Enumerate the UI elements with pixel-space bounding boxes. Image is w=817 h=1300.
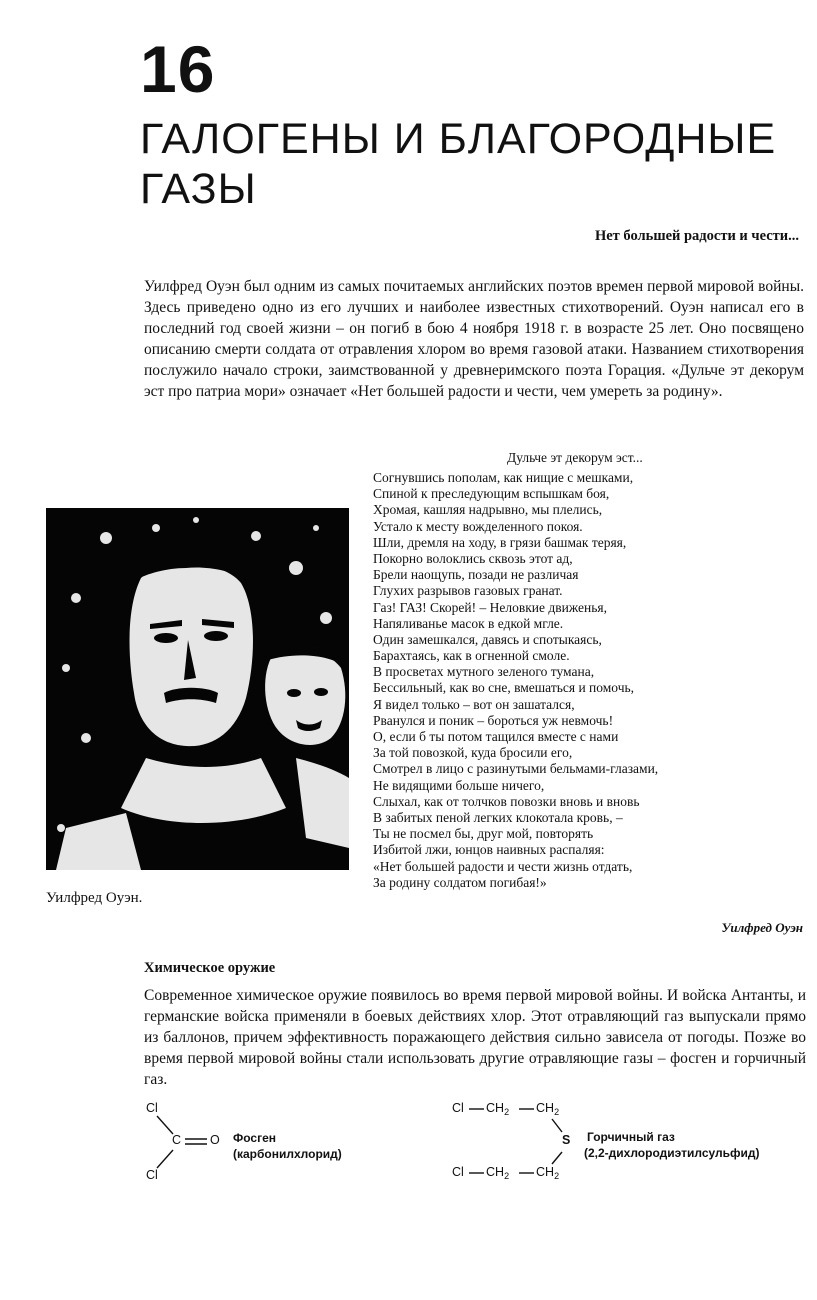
poem-author: Уилфред Оуэн bbox=[721, 920, 803, 935]
poem-line: Избитой лжи, юнцов наивных распаляя: bbox=[373, 842, 605, 858]
mustard-ch2-top-2: $CH_2$ bbox=[536, 1101, 560, 1117]
epigraph: Нет большей радости и чести... bbox=[594, 228, 799, 244]
phosgene-cl-bottom: Cl bbox=[146, 1168, 158, 1182]
poem-line: Я видел только – вот он зашатался, bbox=[373, 696, 575, 712]
mustard-cl-top: Cl bbox=[452, 1101, 464, 1115]
chapter-title-line-1: ГАЛОГЕНЫ И БЛАГОРОДНЫЕ bbox=[140, 115, 777, 163]
mustard-s: S bbox=[562, 1133, 571, 1147]
poem-line: Слыхал, как от толчков повозки вновь и вновь bbox=[373, 793, 640, 809]
mustard-ch2-bottom-1: $CH_2$ bbox=[486, 1165, 510, 1181]
portrait-image bbox=[46, 508, 349, 870]
poem-line: Шли, дремля на ходу, в грязи башмак теряя, bbox=[373, 534, 627, 550]
poem-line: О, если б ты потом тащился вместе с нами bbox=[373, 729, 619, 744]
poem-line: Хромая, кашляя надрывно, мы плелись, bbox=[373, 502, 603, 518]
poem-line: Смотрел в лицо с разинутыми бельмами-глазами, bbox=[373, 761, 659, 777]
poem-line: Глухих разрывов газовых гранат. bbox=[373, 583, 563, 599]
poem-line: Согнувшись пополам, как нищие с мешками, bbox=[373, 470, 634, 485]
poem-line: Газ! ГАЗ! Скорей! – Неловкие движенья, bbox=[373, 599, 607, 615]
mustard-cl-bottom: Cl bbox=[452, 1165, 464, 1179]
poem-line: Барахтаясь, как в огненной смоле. bbox=[373, 648, 570, 664]
poem-line: В забитых пеной легких клокотала кровь, – bbox=[373, 809, 623, 825]
section-text: Современное химическое оружие появилось во время первой мировой войны. И войска Антанты, и германские войска применяли в боевых действиях хлор. Этот отравляющий газ выпускали прямо из баллонов, причем эффективность поражающего действия сильно зависела от погоды. Позже во время первой мировой войны стали использовать другие отравляющие газы – фосген и горчичный газ. bbox=[144, 987, 806, 1088]
photo-caption: Уилфред Оуэн. bbox=[46, 890, 143, 906]
poem-line: Не видящими больше ничего, bbox=[373, 777, 545, 793]
intro-paragraph: Уилфред Оуэн был одним из самых почитаемых английских поэтов времен первой мировой войны. Здесь приведено одно из его лучших и наиболее известных стихотворений. Оуэн написал его в последний год своей жизни – он погиб в бою 4 ноября 1918 г. в возрасте 25 лет. Оно посвящено описанию смерти солдата от отравления хлором во время газовой атаки. Названием стихотворения послужило начало строки, заимствованной у древнеримского поэта Горация. «Дульче эт декорум эст про патриа мори» означает «Нет большей радости и чести, чем умереть за родину». bbox=[144, 278, 804, 400]
poem-line: В просветах мутного зеленого тумана, bbox=[373, 664, 595, 680]
mustard-gas-formula bbox=[452, 1100, 802, 1184]
section-heading: Химическое оружие bbox=[144, 960, 276, 976]
mustard-systematic-name: (2,2-дихлородиэтилсульфид) bbox=[584, 1146, 760, 1160]
poem-line: За родину солдатом погибая!» bbox=[373, 874, 547, 890]
phosgene-o: O bbox=[210, 1133, 220, 1147]
poem bbox=[373, 470, 658, 891]
poem-line: Устало к месту вожделенного покоя. bbox=[373, 518, 583, 534]
phosgene-systematic-name: (карбонилхлорид) bbox=[233, 1147, 342, 1161]
poem-line: Покорно волоклись сквозь этот ад, bbox=[373, 550, 573, 566]
poem-line: Один замешкался, давясь и спотыкаясь, bbox=[373, 631, 602, 647]
mustard-name: Горчичный газ bbox=[587, 1130, 675, 1144]
mustard-ch2-bottom-2: $CH_2$ bbox=[536, 1165, 560, 1181]
poem-line: Брели наощупь, позади не различая bbox=[373, 567, 579, 583]
poem-line: Спиной к преследующим вспышкам боя, bbox=[373, 486, 610, 502]
phosgene-formula bbox=[143, 1098, 383, 1190]
chapter-number: 16 bbox=[140, 32, 216, 106]
poem-title: Дульче эт декорум эст... bbox=[507, 450, 643, 465]
poem-line: За той повозкой, куда бросили его, bbox=[373, 745, 573, 761]
poem-line: Рванулся и поник – бороться уж невмочь! bbox=[373, 712, 614, 728]
chapter-title-line-2: ГАЗЫ bbox=[140, 165, 257, 213]
phosgene-name: Фосген bbox=[233, 1131, 277, 1145]
portrait-photo bbox=[46, 508, 349, 870]
poem-line: Бессильный, как во сне, вмешаться и помочь, bbox=[373, 680, 635, 696]
poem-line: Ты не посмел бы, друг мой, повторять bbox=[373, 826, 594, 842]
mustard-ch2-top-1: $CH_2$ bbox=[486, 1101, 510, 1117]
poem-line: «Нет большей радости и чести жизнь отдать, bbox=[373, 858, 633, 874]
poem-line: Напяливанье масок в едкой мгле. bbox=[373, 615, 564, 631]
phosgene-cl-top: Cl bbox=[146, 1101, 158, 1115]
phosgene-c: C bbox=[172, 1133, 182, 1147]
